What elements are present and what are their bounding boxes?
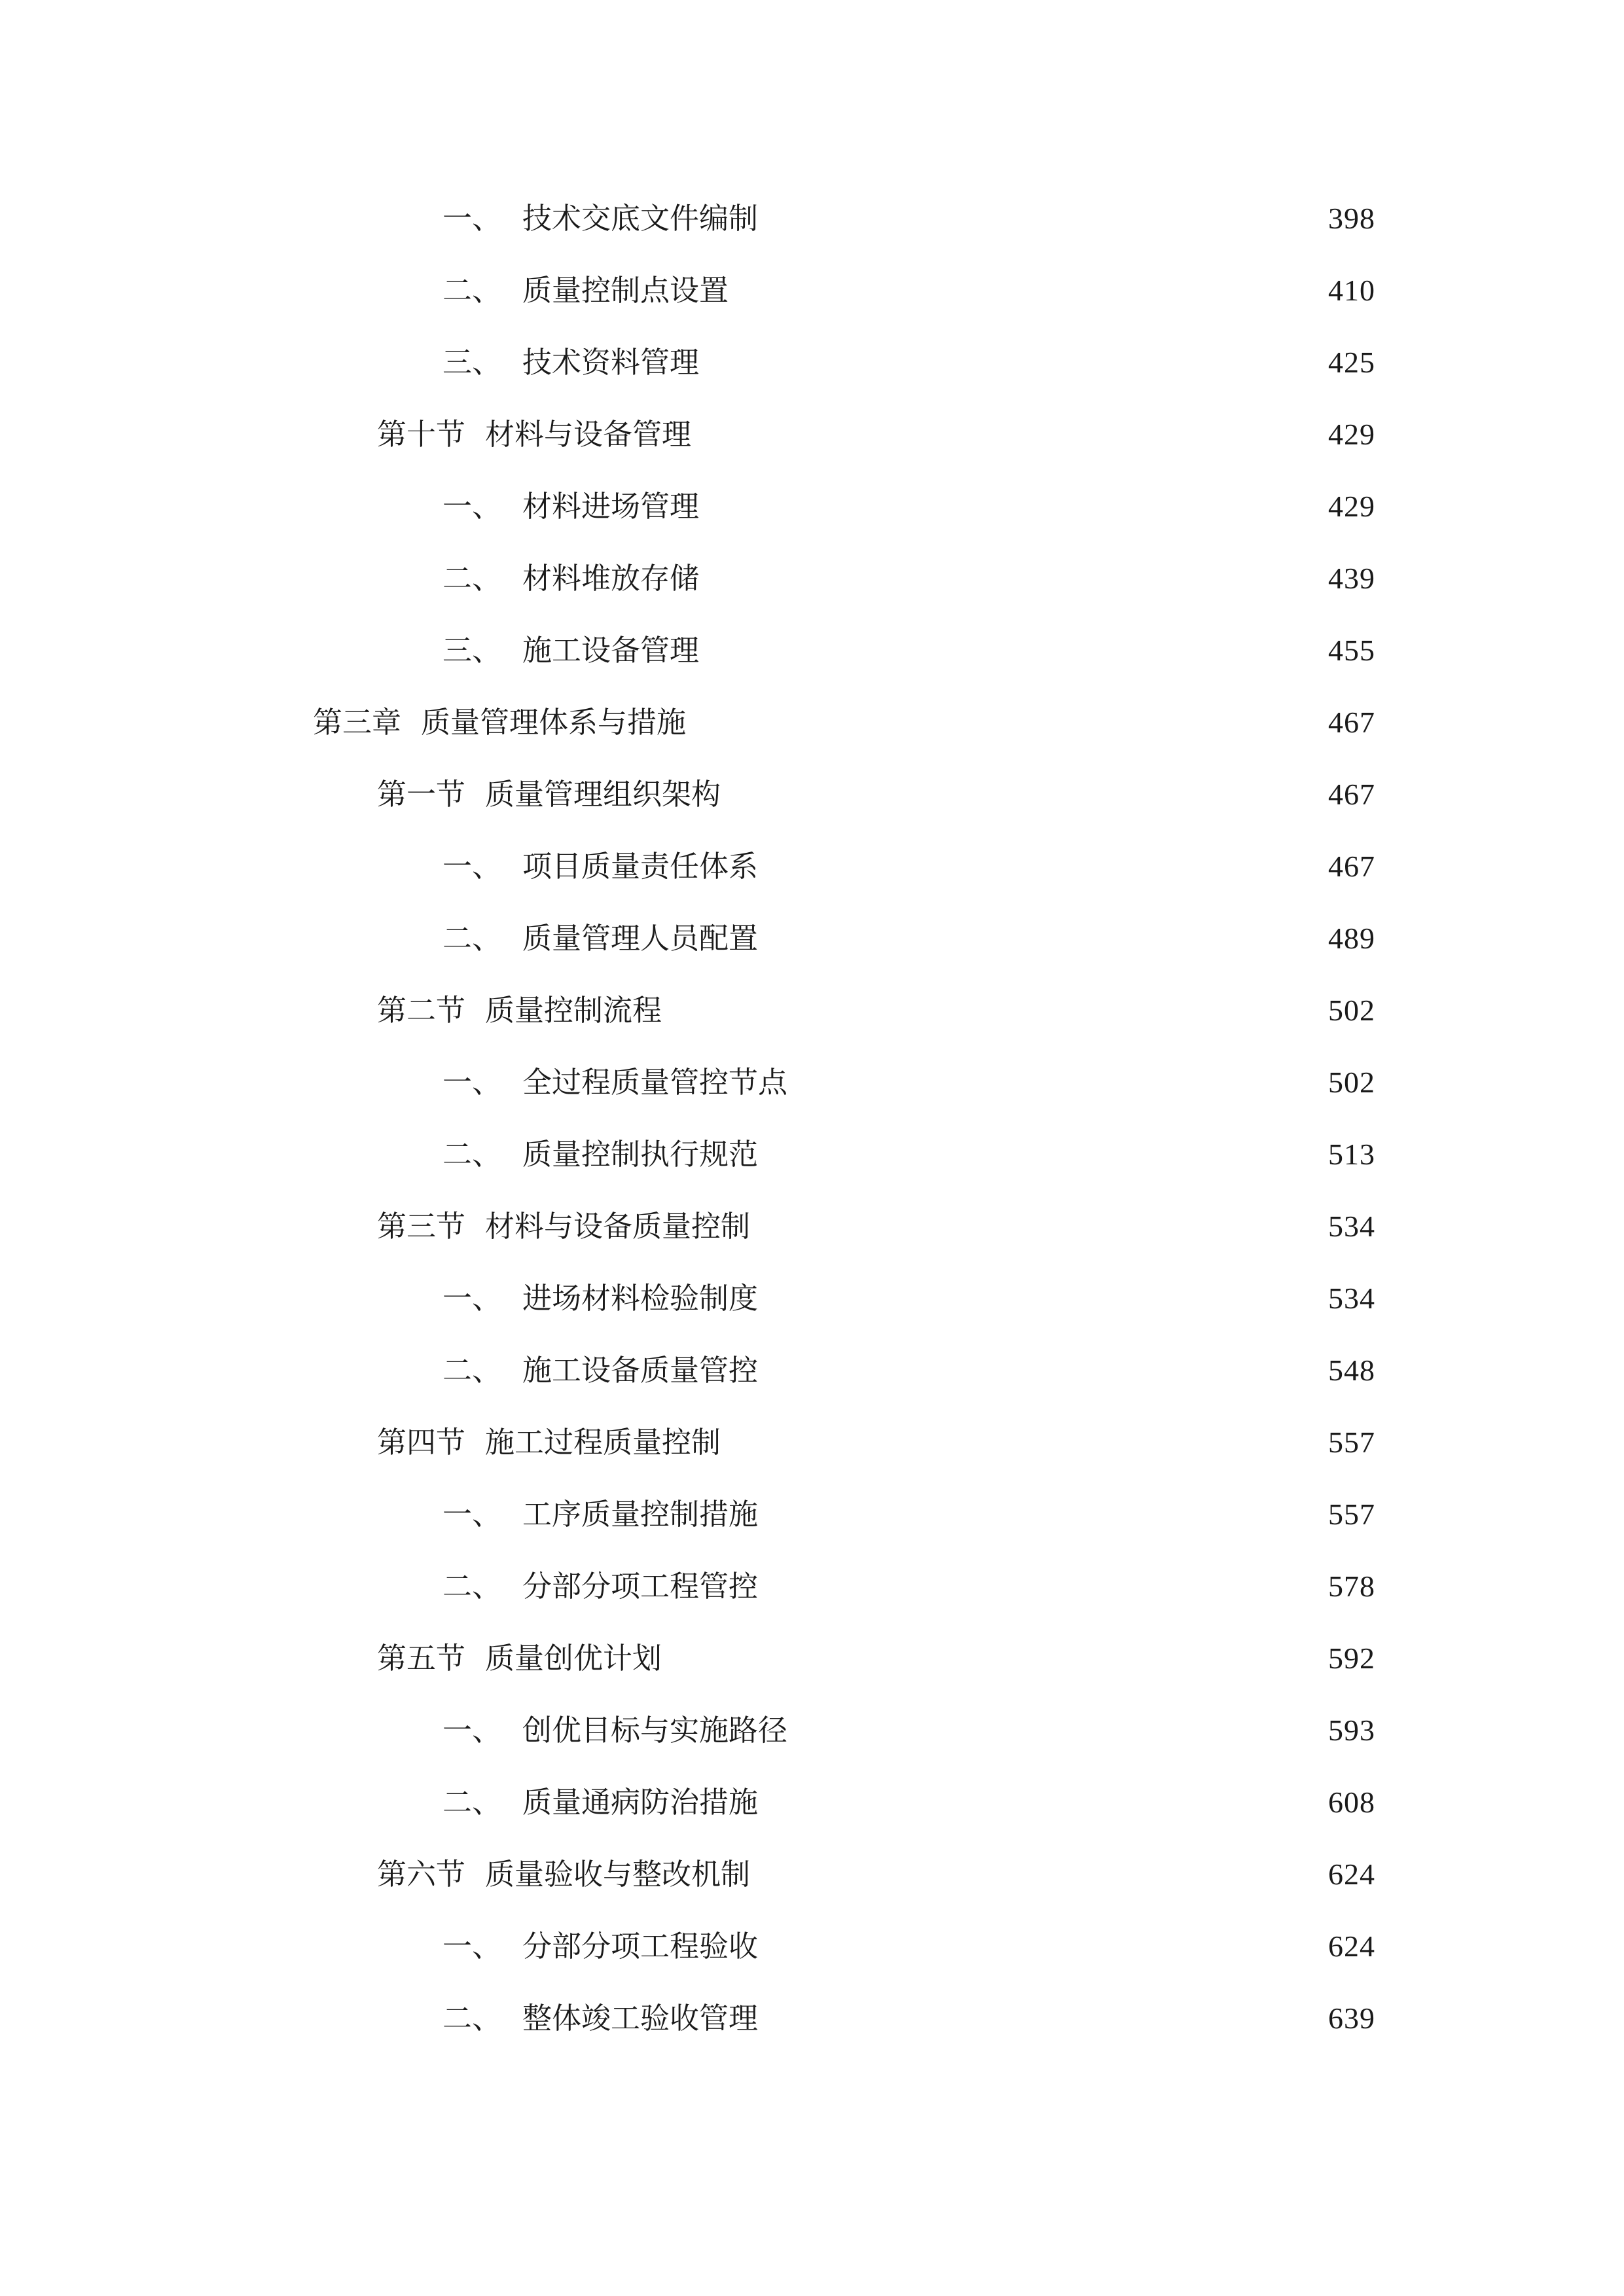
toc-entry-page-number: 624 xyxy=(1328,1857,1375,1891)
toc-entry-page-number: 489 xyxy=(1328,922,1375,955)
toc-entry-number: 二、 xyxy=(442,1137,502,1172)
toc-entry-number: 第十节 xyxy=(377,417,466,452)
toc-entry[interactable] xyxy=(442,1776,1375,1829)
toc-entry-page-number: 429 xyxy=(1328,418,1375,451)
toc-entry-number: 第六节 xyxy=(377,1857,466,1892)
toc-entry-page-number: 534 xyxy=(1328,1282,1375,1315)
toc-entry-number: 一、 xyxy=(442,1713,502,1748)
toc-entry[interactable] xyxy=(442,840,1375,893)
dot-leader xyxy=(767,1920,1316,1973)
toc-entry-number: 二、 xyxy=(442,2001,502,2036)
toc-entry-number: 二、 xyxy=(442,921,502,956)
toc-entry-title: 创优目标与实施路径 xyxy=(522,1713,788,1748)
toc-entry-title: 材料与设备管理 xyxy=(485,417,692,452)
toc-entry-page-number: 608 xyxy=(1328,1785,1375,1819)
toc-entry-page-number: 557 xyxy=(1328,1498,1375,1531)
dot-leader xyxy=(708,552,1316,605)
toc-entry-title: 全过程质量管控节点 xyxy=(522,1065,788,1100)
toc-entry-number: 一、 xyxy=(442,1929,502,1964)
toc-entry-page-number: 639 xyxy=(1328,2001,1375,2035)
toc-entry-title: 材料与设备质量控制 xyxy=(485,1209,751,1244)
dot-leader xyxy=(767,1992,1316,2045)
dot-leader xyxy=(700,408,1316,461)
toc-entry-title: 技术交底文件编制 xyxy=(522,201,759,236)
toc-entry-number: 二、 xyxy=(442,273,502,308)
toc-entry-page-number: 548 xyxy=(1328,1354,1375,1387)
toc-entry-number: 一、 xyxy=(442,201,502,236)
toc-entry-page-number: 410 xyxy=(1328,274,1375,307)
toc-entry-page-number: 502 xyxy=(1328,994,1375,1027)
dot-leader xyxy=(708,624,1316,677)
toc-entry-number: 一、 xyxy=(442,849,502,884)
toc-entry-title: 质量管理人员配置 xyxy=(522,921,759,956)
toc-entry-title: 施工过程质量控制 xyxy=(485,1425,721,1460)
toc-entry-title: 质量控制执行规范 xyxy=(522,1137,759,1172)
dot-leader xyxy=(759,1848,1316,1901)
toc-entry[interactable] xyxy=(377,1416,1375,1469)
toc-entry-page-number: 455 xyxy=(1328,634,1375,667)
toc-entry[interactable] xyxy=(377,1848,1375,1901)
toc-entry[interactable] xyxy=(377,408,1375,461)
toc-entry-page-number: 534 xyxy=(1328,1210,1375,1243)
toc-entry-number: 第五节 xyxy=(377,1641,466,1676)
toc-entry-number: 第四节 xyxy=(377,1425,466,1460)
toc-entry[interactable] xyxy=(377,768,1375,821)
dot-leader xyxy=(767,192,1316,245)
toc-entry-title: 质量验收与整改机制 xyxy=(485,1857,751,1892)
toc-entry[interactable] xyxy=(442,1056,1375,1109)
toc-entry-title: 质量管理体系与措施 xyxy=(421,705,687,740)
toc-entry[interactable] xyxy=(442,552,1375,605)
toc-entry[interactable] xyxy=(442,192,1375,245)
toc-entry-page-number: 624 xyxy=(1328,1929,1375,1963)
toc-entry[interactable] xyxy=(442,1344,1375,1397)
toc-entry[interactable] xyxy=(442,264,1375,317)
toc-entry-number: 三、 xyxy=(442,633,502,668)
toc-entry-number: 一、 xyxy=(442,1281,502,1316)
dot-leader xyxy=(671,984,1316,1037)
toc-entry-page-number: 467 xyxy=(1328,778,1375,811)
dot-leader xyxy=(797,1056,1316,1109)
toc-entry-number: 二、 xyxy=(442,561,502,596)
dot-leader xyxy=(767,1560,1316,1613)
toc-entry-page-number: 429 xyxy=(1328,490,1375,523)
toc-entry[interactable] xyxy=(442,1128,1375,1181)
dot-leader xyxy=(738,264,1316,317)
toc-entry-page-number: 439 xyxy=(1328,562,1375,595)
toc-entry-title: 质量创优计划 xyxy=(485,1641,662,1676)
toc-entry-number: 第一节 xyxy=(377,777,466,812)
toc-entry-title: 进场材料检验制度 xyxy=(522,1281,759,1316)
toc-entry-title: 分部分项工程验收 xyxy=(522,1929,759,1964)
dot-leader xyxy=(759,1200,1316,1253)
toc-entry[interactable] xyxy=(442,480,1375,533)
toc-entry-page-number: 467 xyxy=(1328,850,1375,883)
toc-entry[interactable] xyxy=(442,912,1375,965)
dot-leader xyxy=(767,1128,1316,1181)
toc-entry-number: 第三节 xyxy=(377,1209,466,1244)
toc-entry-number: 二、 xyxy=(442,1569,502,1604)
toc-entry-page-number: 502 xyxy=(1328,1066,1375,1099)
toc-entry-title: 质量控制流程 xyxy=(485,993,662,1028)
toc-entry-page-number: 398 xyxy=(1328,202,1375,235)
toc-entry[interactable] xyxy=(442,1704,1375,1757)
dot-leader xyxy=(708,336,1316,389)
toc-entry-page-number: 592 xyxy=(1328,1641,1375,1675)
toc-entry-page-number: 425 xyxy=(1328,346,1375,379)
toc-entry-title: 施工设备管理 xyxy=(522,633,700,668)
toc-entry-page-number: 513 xyxy=(1328,1138,1375,1171)
dot-leader xyxy=(767,1272,1316,1325)
toc-entry-title: 材料堆放存储 xyxy=(522,561,700,596)
dot-leader xyxy=(767,1344,1316,1397)
toc-entry-title: 材料进场管理 xyxy=(522,489,700,524)
toc-entry-title: 项目质量责任体系 xyxy=(522,849,759,884)
dot-leader xyxy=(797,1704,1316,1757)
toc-entry-title: 质量控制点设置 xyxy=(522,273,729,308)
toc-entry[interactable] xyxy=(442,624,1375,677)
toc-entry-number: 二、 xyxy=(442,1353,502,1388)
toc-entry[interactable] xyxy=(442,1920,1375,1973)
toc-entry[interactable] xyxy=(313,696,1375,749)
dot-leader xyxy=(730,1416,1316,1469)
dot-leader xyxy=(767,1776,1316,1829)
dot-leader xyxy=(767,1488,1316,1541)
toc-entry[interactable] xyxy=(442,336,1375,389)
toc-entry-number: 二、 xyxy=(442,1785,502,1820)
toc-entry[interactable] xyxy=(442,1992,1375,2045)
dot-leader xyxy=(767,840,1316,893)
toc-entry-number: 第三章 xyxy=(313,705,402,740)
toc-entry-title: 施工设备质量管控 xyxy=(522,1353,759,1388)
toc-entry-title: 整体竣工验收管理 xyxy=(522,2001,759,2036)
toc-entry[interactable] xyxy=(442,1560,1375,1613)
dot-leader xyxy=(708,480,1316,533)
toc-entry-title: 质量通病防治措施 xyxy=(522,1785,759,1820)
toc-entry-number: 一、 xyxy=(442,1497,502,1532)
toc-entry-page-number: 557 xyxy=(1328,1426,1375,1459)
toc-entry[interactable] xyxy=(442,1488,1375,1541)
toc-entry-title: 分部分项工程管控 xyxy=(522,1569,759,1604)
toc-entry-page-number: 467 xyxy=(1328,706,1375,739)
dot-leader xyxy=(695,696,1316,749)
dot-leader xyxy=(730,768,1316,821)
dot-leader xyxy=(671,1632,1316,1685)
toc-entry[interactable] xyxy=(442,1272,1375,1325)
toc-entry-title: 工序质量控制措施 xyxy=(522,1497,759,1532)
toc-entry-page-number: 593 xyxy=(1328,1713,1375,1747)
toc-entry-number: 三、 xyxy=(442,345,502,380)
toc-entry[interactable] xyxy=(377,984,1375,1037)
toc-entry[interactable] xyxy=(377,1632,1375,1685)
toc-entry-title: 质量管理组织架构 xyxy=(485,777,721,812)
toc-entry-number: 一、 xyxy=(442,489,502,524)
dot-leader xyxy=(767,912,1316,965)
toc-entry[interactable] xyxy=(377,1200,1375,1253)
toc-entry-number: 一、 xyxy=(442,1065,502,1100)
toc-entry-page-number: 578 xyxy=(1328,1570,1375,1603)
toc-entry-number: 第二节 xyxy=(377,993,466,1028)
toc-entry-title: 技术资料管理 xyxy=(522,345,700,380)
